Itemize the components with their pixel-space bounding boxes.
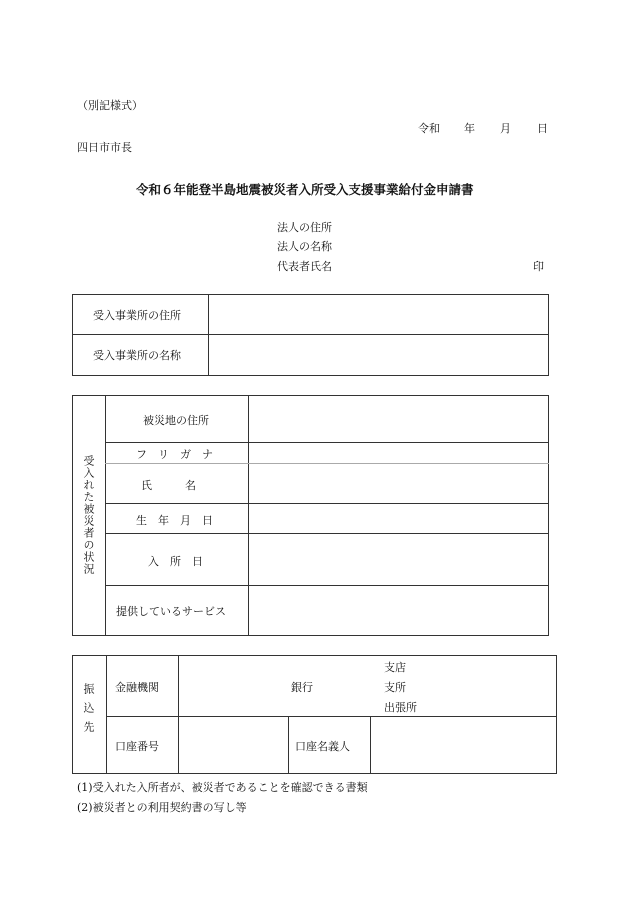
divider	[248, 395, 249, 636]
branch-office-label: 支所	[384, 681, 406, 694]
divider	[105, 442, 549, 443]
divider	[105, 533, 549, 534]
divider	[105, 503, 549, 504]
name-field[interactable]	[250, 465, 547, 502]
admission-date-label: 入 所 日	[148, 555, 203, 568]
note-item: (1)受入れた入所者が、被災者であることを確認できる書類	[77, 781, 368, 794]
disaster-address-field[interactable]	[250, 397, 547, 441]
account-holder-label: 口座名義人	[295, 740, 350, 753]
date-day: 日	[537, 122, 548, 135]
divider	[106, 716, 557, 717]
divider	[370, 716, 371, 774]
furigana-label: フ リ ガ ナ	[136, 448, 213, 461]
agency-label: 出張所	[384, 701, 417, 714]
name-label: 氏 名	[141, 479, 196, 492]
date-era: 令和	[418, 122, 440, 135]
service-field[interactable]	[250, 587, 547, 634]
disaster-address-label: 被災地の住所	[143, 414, 209, 427]
furigana-field[interactable]	[250, 444, 547, 462]
divider	[208, 294, 209, 376]
divider	[105, 585, 549, 586]
institution-field[interactable]	[180, 657, 280, 715]
divider	[178, 655, 179, 717]
facility-address-label: 受入事業所の住所	[93, 309, 181, 322]
representative-label: 代表者氏名	[277, 260, 332, 273]
divider	[106, 655, 107, 774]
addressee: 四日市市長	[77, 141, 132, 154]
note-item: (2)被災者との利用契約書の写し等	[77, 801, 247, 814]
facility-name-label: 受入事業所の名称	[93, 349, 181, 362]
service-label: 提供しているサービス	[116, 605, 226, 618]
date-year: 年	[464, 122, 475, 135]
birthdate-label: 生 年 月 日	[136, 514, 213, 527]
divider	[105, 395, 106, 636]
applicant-name-label: 法人の名称	[277, 240, 332, 253]
admission-date-field[interactable]	[250, 535, 547, 584]
account-number-field[interactable]	[180, 718, 287, 773]
birthdate-field[interactable]	[250, 505, 547, 532]
account-holder-field[interactable]	[372, 718, 556, 773]
facility-address-field[interactable]	[210, 296, 547, 333]
institution-label: 金融機関	[115, 681, 159, 694]
facility-name-field[interactable]	[210, 336, 547, 374]
divider	[72, 334, 549, 335]
seal-label: 印	[533, 260, 544, 273]
branch-label: 支店	[384, 661, 406, 674]
date-month: 月	[500, 122, 511, 135]
account-number-label: 口座番号	[115, 740, 159, 753]
page-title: 令和６年能登半島地震被災者入所受入支援事業給付金申請書	[136, 182, 474, 197]
applicant-address-label: 法人の住所	[277, 221, 332, 234]
bank-label: 銀行	[291, 681, 313, 694]
transfer-section-label: 振込先	[82, 683, 95, 740]
form-label: （別記様式）	[77, 99, 143, 112]
evacuee-section-label: 受入れた被災者の状況	[82, 455, 95, 575]
divider	[105, 463, 549, 464]
divider	[178, 716, 179, 774]
divider	[288, 716, 289, 774]
